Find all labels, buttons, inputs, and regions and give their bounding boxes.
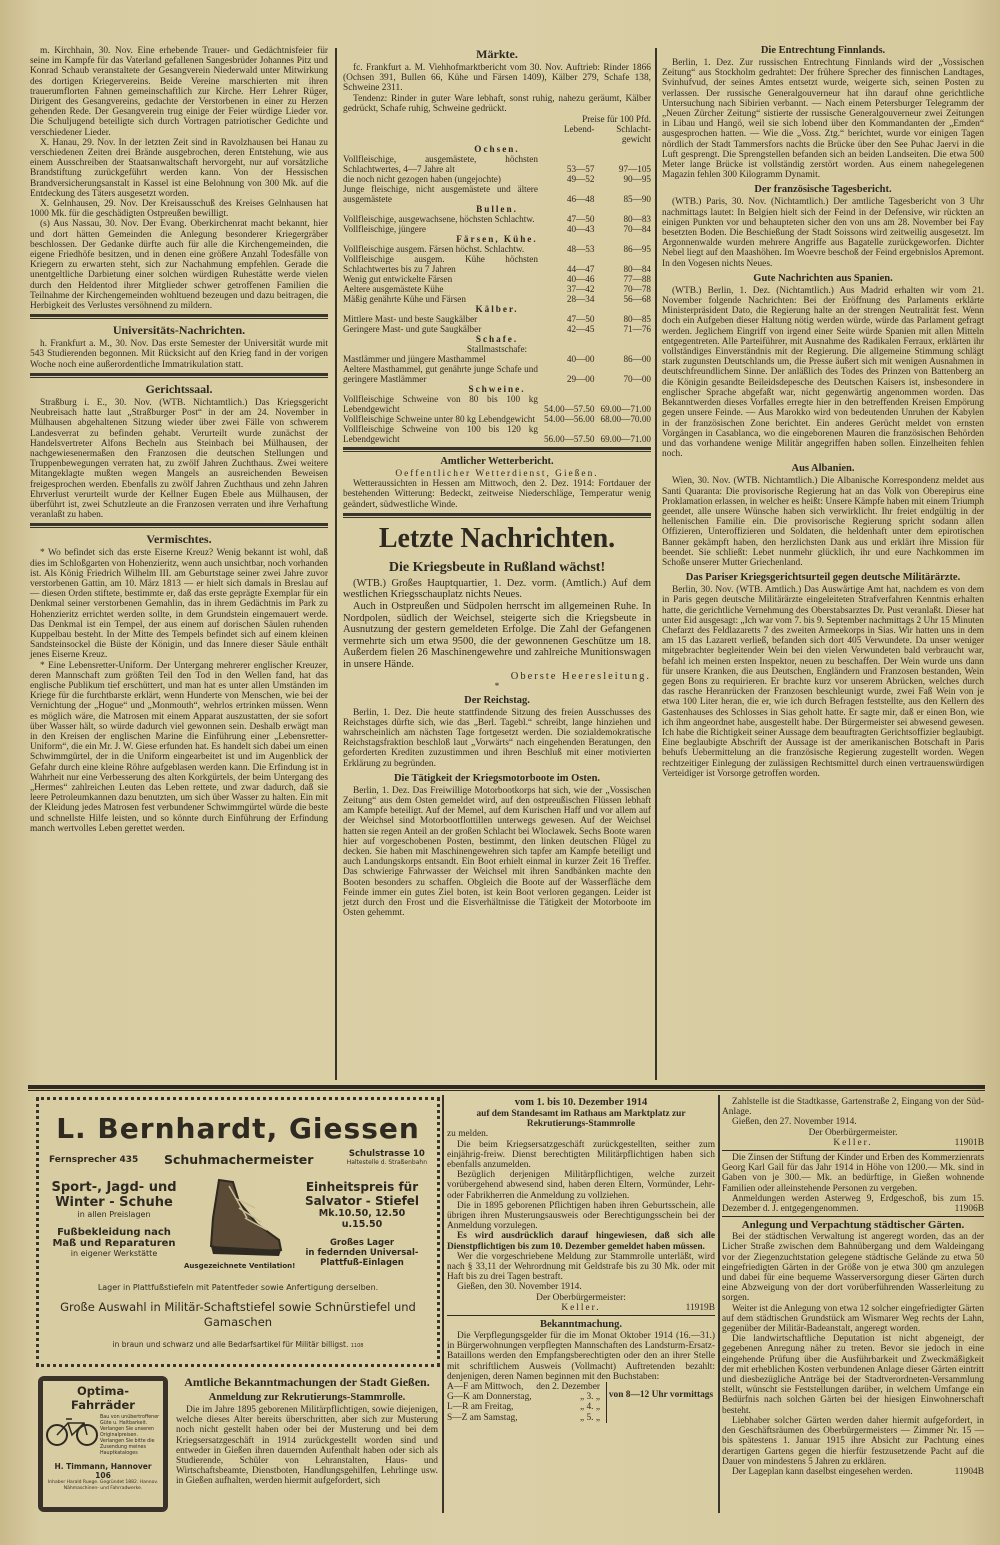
news-lead: (WTB.) Großes Hauptquartier, 1. Dez. vorm. (Amtlich.) Auf dem westlichen Kriegsschauplatz nichts Neues. — [343, 577, 651, 601]
ad-right4: Großes Lager — [329, 1238, 395, 1248]
market-label: Mittlere Mast- und beste Saugkälber — [343, 314, 478, 325]
market-live: 37—42 — [566, 284, 595, 295]
gardens-text-1: Bei der städtischen Verwaltung ist angeregt worden, das an der Licher Straße zwischen dem Bahnübergang und dem Waldeingang vor der Ziegenzuchtstation gelegene städtische Gelände zu etwa 50 eingefriedigten Gärten in der Größe von je etwa 300 qm anzulegen und dabei für eine bequeme Wasserversorgung dieser Gärten durch eine Abzweigung von der dort vorüberführenden Wasserleitung zu sorgen. — [722, 1232, 984, 1304]
market-label: Vollfleischige ausgem. Färsen höchst. Schlachtw. — [343, 244, 525, 255]
market-live: 49—52 — [566, 174, 595, 185]
gardens-text-5: Der Lageplan kann daselbst eingesehen werden. — [732, 1466, 913, 1477]
column-rule — [335, 48, 337, 1080]
market-live: 40—46 — [566, 274, 595, 285]
article-reichstag: Berlin, 1. Dez. Die heute stattfindende Sitzung des freien Ausschusses des Reichstages dürfte sich, wie das „Berl. Tagebl.“ schreibt, lange hinziehen und wahrscheinlich am nächsten Tage fortgesetzt werden. Die sozialdemokratische Reichstagsfraktion beschloß laut „Vorwärts“ nach eingehenden Beratungen, den geforderten Krediten zuzustimmen und ihren Beschluß mit einer motivierten Erklärung zu begründen. — [343, 707, 651, 769]
market-row — [343, 364, 651, 384]
market-category: Schweine. — [468, 384, 526, 395]
column-rule — [442, 1095, 444, 1513]
price-header: Preise für 100 Pfd. — [582, 114, 651, 125]
registration-text-7: Wer die vorgeschriebene Meldung zur Stammrolle unterläßt, wird nach § 33,11 der Wehrordnung mit Geldstrafe bis zu 30 Mk. oder mit Haft bis zu drei Tagen bestraft. — [447, 1251, 715, 1283]
registration-dates: vom 1. bis 10. Dezember 1914 — [514, 1097, 648, 1108]
gardens-title: Anlegung und Verpachtung städtischer Gärten. — [741, 1219, 965, 1232]
market-live: 47—50 — [566, 214, 595, 225]
market-row — [343, 314, 651, 324]
article-motorboote: Berlin, 1. Dez. Das Freiwillige Motorbootkorps hat sich, wie der „Vossischen Zeitung“ aus dem Osten gemeldet wird, auf den ostpreußischen Flüssen lebhaft am Kampfe beteiligt. Auf der Memel, auf dem Kurischen Haff und vor allem auf der Weichsel sind Motorbootflottillen unterwegs gewesen. Auf der Weichsel hatten sie regen Anteil an der großen Schlacht bei Wloclawek. Sechs Boote waren hier auf vorgeschobenen Posten, bestimmt, den linken deutschen Flügel zu decken. Sie haben mit Maschinengewehren sich tapfer am Kampfe beteiligt und auch Landungskorps entsandt. Ein Boot erhielt einmal in kurzer Zeit 16 Treffer. Das schwierige Fahrwasser der Weichsel mit ihren Sandbänken machte den Booten besonders zu schaffen. Obgleich die Boote auf der Wasserfläche dem Feinde immer ein gutes Ziel boten, ist kein Boot verloren gegangen. Leider ist jetzt durch den Frost und die Eisverhältnisse die Tätigkeit der Motorboote im Osten gehemmt. — [343, 785, 651, 919]
ad-boot-caption: Ausgezeichnete Ventilation! — [184, 1262, 296, 1270]
market-row — [343, 224, 651, 234]
schedule-letters: A—F am Mittwoch, — [447, 1382, 524, 1393]
col-weight: gewicht — [621, 134, 651, 145]
payment-sign-row — [722, 1138, 984, 1148]
market-label: Vollfleischige, ausgewachsene, höchsten Schlachtw. — [343, 214, 535, 225]
schedule-row — [447, 1392, 606, 1402]
market-row — [343, 394, 651, 414]
ad-prices: Mk.10.50, 12.50 u.15.50 — [318, 1208, 406, 1230]
gardens-text-3: Die landwirtschaftliche Deputation ist nicht abgeneigt, der gegebenen Anregung näher zu treten. Bevor sie jedoch in eine eingehende Prüfung über die Ausführbarkeit und Zweckmäßigkeit der mit erheblichen Kosten verbundenen Anlage dieser Gärten eintritt und diesbezügliche Anträge bei der Stadtverordneten-Versammlung stellt, wünscht sie Feststellungen darüber, in welchem Umfange ein Bedürfnis nach solchen Gärten bei der hiesigen Einwohnerschaft besteht. — [722, 1334, 984, 1416]
registration-title: Anmeldung zur Rekrutierungs-Stammrolle. — [208, 1392, 406, 1403]
registration-date: Gießen, den 30. November 1914. — [457, 1282, 582, 1293]
ad-optima-dealer: H. Timmann, Hannover 106 — [54, 1462, 152, 1480]
market-live: 48—53 — [566, 244, 595, 255]
market-row — [343, 154, 651, 174]
market-category: Kälber. — [475, 304, 519, 315]
ad-line2: Große Auswahl in Militär-Schaftstiefel sowie Schnürstiefel und Gamaschen — [60, 1300, 416, 1329]
market-slaughter: 77—88 — [623, 274, 651, 285]
divider — [343, 447, 651, 452]
market-row — [343, 324, 651, 334]
market-category: Ochsen. — [474, 144, 520, 155]
market-slaughter: 70—84 — [623, 224, 651, 235]
market-row — [343, 384, 651, 394]
market-row — [343, 294, 651, 304]
market-label: Vollfleischige Schweine von 100 bis 120 kg Lebendgewicht — [343, 424, 538, 445]
market-row — [343, 174, 651, 184]
ad-left2: Winter - Schuhe — [55, 1195, 173, 1210]
column-rule — [655, 48, 657, 1080]
registration-text-3: Die beim Kriegsersatzgeschäft zurückgestellten, seither zum einjährig-freiw. Dienst berechtigten Militärpflichtigen haben sich ebenfalls anzumelden. — [447, 1139, 715, 1171]
section-title-motorboote: Die Tätigkeit der Kriegsmotorboote im Osten. — [393, 772, 601, 784]
ad-line1: Lager in Plattfußstiefeln mit Patentfeder sowie Anfertigung derselben. — [97, 1283, 379, 1292]
notices-column-2 — [447, 1097, 715, 1423]
ad-left3: in allen Preislagen — [77, 1210, 151, 1219]
schedule-row — [447, 1382, 606, 1392]
article-finnland: Berlin, 1. Dez. Zur russischen Entrechtung Finnlands wird der „Vossischen Zeitung“ aus Stockholm gedrahtet: Der frühere Sprecher des finnischen Landtages, Svinhufvud, der seines Amtes entsetzt wurde, weigerte sich, seinen Posten zu verlassen. Der russische Generalgouverneur hat ihn darauf ohne gerichtliche Untersuchung nach Sibirien verbannt. — Nach einem Petersburger Telegramm der „Neuen Zürcher Zeitung“ sistierte der russische Generalgouverneur zwei Zeitungen in Libau und Hangö, weil sie sich lobend über den Kommandanten der „Emden“ ausgesprochen hatten. — Wie die „Voss. Ztg.“ berichtet, wurde vor einigen Tagen nördlich der Stadt Tammersfors nachts die Brücke über den See Puhac Jaervi in die Luft gesprengt. Die Sprengstellen befanden sich an beiden Landseiten. Die etwa 500 Meter lange Brücke ist vollständig zerstört worden. Aus einem nahegelegenen Magazin fehlen 300 Kilogramm Dynamit. — [662, 58, 984, 181]
article-gerichtssaal: Straßburg i. E., 30. Nov. (WTB. Nichtamtlich.) Das Kriegsgericht Neubreisach hatte laut „Straßburger Post“ in der am 24. November in Mülhausen abgehaltenen Sitzung wieder über zwei Fälle von schwerem Landesverrat zu befinden gehabt. Verurteilt wurde zunächst der Handelsvertreter Alfons Becheln aus Steinbach bei Mülhausen, der nachgewiesenermaßen den Franzosen die deutschen Stellungen und Truppenbewegungen verraten hat, zu zwölf Jahren Zuchthaus. Zwei weitere Mitangeklagte mußten wegen Mangels an ausreichenden Beweisen freigesprochen werden. Ebenfalls zu zwölf Jahren Zuchthaus und zehn Jahren Ehrverlust verurteilt wurde der Kellner Eugen Ebele aus Mülhausen, der überführt ist, zwei Schutzleute an die Franzosen verraten und ihre Verhaftung veranlaßt zu haben. — [30, 397, 328, 521]
market-live: 56.00—57.50 — [543, 434, 595, 445]
article-hanau: X. Hanau, 29. Nov. In der letzten Zeit sind in Ravolzhausen bei Hanau zu verschiedenen Zeiten drei Brände ausgebrochen, deren Entstehung, wie aus einem Ausschreiben der Staatsanwaltschaft hervorgeht, nur auf vorsätzliche Brandstiftung zurückgeführt werden kann. Von der Hessischen Brandversicherungsanstalt in Kassel ist eine Belohnung von 300 Mk. auf die Entdeckung des Täters ausgesetzt worden. — [30, 137, 328, 199]
payment-date: Gießen, den 27. November 1914. — [732, 1117, 857, 1128]
ad-right1: Einheitspreis für — [305, 1180, 419, 1194]
market-subcategory: Stallmastschafe: — [466, 344, 528, 355]
article-franzoesisch: (WTB.) Paris, 30. Nov. (Nichtamtlich.) Der amtliche Tagesbericht von 3 Uhr nachmittags lautet: In Belgien hielt sich der Feind in der Defensive, wir rückten an einigen Punkten vor und behaupteten sicher den von uns am 28. November bei Fay besetzten Boden. Die Beschießung der Stadt Soissons wird zeitweilig ausgesetzt. Im Argonnenwalde wurden mehrere Angriffe aus Bagatelle zurückgeworfen. Dichter Nebel liegt auf den Maashöhen. Im Woevre beschoß der Feind ergebnislos Apremont. In den Vogesen nichts Neues. — [662, 197, 984, 269]
registration-text-1: Die im Jahre 1895 geborenen Militärpflichtigen, sowie diejenigen, welche dieses Alter bereits überschritten, aber sich zur Musterung noch nicht gestellt haben oder bei der Musterung und bei dem Kriegsersatzgeschäft in 1914 zurückgestellt worden sind und entweder in Gießen ihren dauernden Aufenthalt haben oder sich als Studierende, Schüler von Lehranstalten, Haus- und Wirtschaftsbeamte, Dienstboten, Handlungsgehilfen, Lehrlinge usw. in Gießen aufhalten, werden hiermit aufgefordert, sich — [176, 1405, 438, 1487]
market-label: Mäßig genährte Kühe und Färsen — [343, 294, 466, 305]
market-live: 28—34 — [566, 294, 595, 305]
market-category: Schafe. — [475, 334, 519, 345]
section-title-spanien: Gute Nachrichten aus Spanien. — [753, 272, 893, 284]
bicycle-icon — [46, 1415, 98, 1447]
market-row — [343, 244, 651, 254]
market-slaughter: 56—68 — [623, 294, 651, 305]
section-title-gerichtssaal: Gerichtssaal. — [145, 381, 213, 396]
market-live: 40—43 — [566, 224, 595, 235]
market-live: 54.00—56.00 — [543, 414, 595, 425]
article-spanien: (WTB.) Berlin, 1. Dez. (Nichtamtlich.) Aus Madrid erhalten wir vom 21. November folgende Nachrichten: Bei der Eröffnung des Parlaments erklärte Ministerpräsident Dato, die Regierung halte an der strengen Neutralität fest. Wenn doch ein Aufgeben dieser Haltung nötig werden würde, würde das Parlament gefragt werden. Jeglichem Eingriff von irgend einer Seite würde Spanien mit allen Mitteln entgegentreten. Alle Parteiführer, mit Ausnahme des Radikalen Ferraux, erklärten ihr vollständiges Einverständnis mit der Regierung. Die allgemeine Stimmung schlägt stark zugunsten Deutschlands um, die Presse äußert sich mit wenigen Ausnahmen in deutschfreundlichem Sinne. Der anläßlich des Todes des Prinzen von Battenberg an die Königin gesandte Beileidsdepesche des Deutschen Kaisers ist, insbesondere in englischer Sprache abgefaßt war, nicht gegenwärtig angenommen worden. Das Bekanntwerden dieses Vorfalles erregte hier in den betreffenden Kreisen Empörung gegen unsere Feinde. — Aus Marokko wird von bedeutenden Unruhen der Kabylen in der französischen Zone berichtet. Ein anderes Gerücht meldet von ernsten Vorgängen in Casablanca, wo die eingeborenen Mauren die französischen Behörden und das vorhandene wenige Militär angegriffen haben sollen. Einzelheiten fehlen noch. — [662, 285, 984, 460]
market-slaughter: 68.00—70.00 — [600, 414, 651, 425]
ad-code: 1108 — [350, 1343, 364, 1349]
market-live: 44—47 — [566, 264, 595, 275]
article-albanien: Wien, 30. Nov. (WTB. Nichtamtlich.) Die Albanische Korrespondenz meldet aus Santi Quaranta: Die provisorische Regierung hat an das Volk von Oberepirus eine Proklamation erlassen, in welcher es heißt: Unsere Kämpfe haben mit einem Triumph geendet, alle unsere Wünsche haben sich verwirklicht. Ihr freiet endgültig in der hellenischen Familie ein. Die provisorische Regierung spricht sodann allen Offizieren, Unteroffizieren und Soldaten, die heldenhaft unter dem epirotischen Banner gekämpft haben, den herzlichsten Dank aus und erklärt ihre Mission für beendet. Sie schließt: Lebet nunmehr glücklich, ihr und eure Nachkommen im Schoße unserer Mutter Griechenland. — [662, 476, 984, 568]
ad-line3: in braun und schwarz und alle Bedarfsartikel für Militär billigst. — [112, 1340, 349, 1349]
gardens-code: 11904B — [954, 1466, 984, 1477]
notices-title: Amtliche Bekanntmachungen der Stadt Gießen. — [184, 1375, 430, 1389]
market-label: Vollfleischige ausgem. Kühe höchsten Schlachtwertes bis zu 7 Jahren — [343, 254, 538, 275]
payment-code: 11901B — [954, 1137, 984, 1148]
gail-registration: Anmeldungen werden Asterweg 9, Erdgeschoß, bis zum 15. Dezember d. J. entgegengenommen. — [722, 1193, 984, 1215]
bekanntmachung-title: Bekanntmachung. — [540, 1319, 622, 1331]
payment-hours: von 8—12 Uhr vormittags — [608, 1390, 714, 1401]
divider — [343, 513, 651, 518]
market-category: Bullen. — [476, 204, 518, 215]
headline-kriegsbeute: Die Kriegsbeute in Rußland wächst! — [388, 559, 606, 575]
right-column — [662, 44, 984, 779]
ad-optima — [38, 1376, 168, 1512]
ad-optima-name: Optima-Fahrräder — [71, 1384, 135, 1412]
article-universitaet: h. Frankfurt a. M., 30. Nov. Das erste Semester der Universität wurde mit 543 Studierenden begonnen. Mit Rücksicht auf den Krieg fand in der vorigen Woche noch eine außerordentliche Immatrikulation statt. — [30, 339, 328, 370]
market-label: die noch nicht gezogen haben (ungejochte) — [343, 174, 501, 185]
ad-address — [347, 1149, 427, 1166]
market-slaughter: 86—95 — [623, 244, 651, 255]
market-label: Aeltere ausgemästete Kühe — [343, 284, 444, 295]
market-price-table — [343, 114, 651, 444]
market-row — [343, 204, 651, 214]
divider — [30, 373, 328, 378]
market-live: 42—45 — [566, 324, 595, 335]
col-live: Lebend- — [563, 124, 595, 135]
market-live: 40—00 — [566, 354, 595, 365]
page-divider — [28, 1085, 985, 1091]
ad-left5: Maß und Reparaturen — [52, 1238, 176, 1249]
ad-left1: Sport-, Jagd- und — [51, 1180, 177, 1195]
market-row — [343, 304, 651, 314]
ad-left-block — [49, 1180, 179, 1258]
column-rule — [718, 1095, 720, 1513]
market-live: 54.00—57.50 — [543, 404, 595, 415]
market-row — [343, 144, 651, 154]
market-live: 53—57 — [566, 164, 595, 175]
market-slaughter: 69.00—71.00 — [600, 434, 651, 445]
schedule-date: „ 4. „ — [579, 1402, 600, 1413]
ad-phone: Fernsprecher 435 — [49, 1155, 139, 1165]
registration-text-2: zu melden. — [447, 1129, 489, 1140]
payment-location: Zahlstelle ist die Stadtkasse, Gartenstraße 2, Eingang von der Süd-Anlage. — [722, 1097, 984, 1118]
market-live: 46—48 — [566, 194, 595, 205]
schedule-letters: G—K am Donnerstag, — [447, 1392, 532, 1403]
market-slaughter: 69.00—71.00 — [600, 404, 651, 415]
registration-sign-row — [447, 1303, 715, 1313]
gardens-end-row — [722, 1467, 984, 1477]
schedule-letters: S—Z am Samstag, — [447, 1412, 518, 1423]
middle-column: Märkte. fc. Frankfurt a. M. Viehhofmarktbericht vom 30. Nov. Auftrieb: Rinder 1866 (Ochsen 391, Bullen 66, Kühe und Färsen 1409), Kälber 279, Schafe 138, Schweine 2311. Tendenz: Rinder in guter Ware lebhaft, sonst ruhig, nahezu geräumt, Kälber gedrückt, Schafe ruhig, Schweine gedrückt. Preise für 100 Pfd. Lebend- Schlacht- gewicht Ochsen. Vollfleischige, ausgemästete, höchsten Schlachtwertes, 4—7 Jahre alt 53—57 97—105 die noch nicht gezogen haben (ungejochte) 49—52 90—95 Junge fleischige, nicht ausgemästete und ältere ausgemästete 46—48 85—90 Bullen. Vollfleischige, ausgewachsene, höchsten Schlachtw. 47—50 80—83 Vollfleischige, jüngere 40—43 70—84 Färsen, Kühe. Vollfleischige ausgem. Färsen höchst. Schlachtw. 48—53 86—95 Vollfleischige ausgem. Kühe höchsten Schlachtwertes bis zu 7 Jahren 44—47 80—84 Wenig gut entwickelte Färsen 40—46 77—88 Aeltere ausgemästete Kühe 37—42 70—78 Mäßig genährte Kühe und Färsen 28—34 56—68 Kälber. Mittlere Mast- und beste Saugkälber 47—50 80—85 Geringere Mast- und gute Saugkälber 42—45 71—76 Schafe. Stallmastschafe: Mastlämmer und jüngere Masthammel 40—00 86—00 Aeltere Masthammel, gut genährte junge Schafe und geringere Mastlämmer 29—00 70—00 Schweine. Vollfleischige Schweine von 80 bis 100 kg Lebendgewicht 54.00—57.50 69.00—71.00 Vollfleischige Schweine unter 80 kg Lebendgewicht 54.00—56.00 68.00—70.00 Vollfleischige Schweine von 100 bis 120 kg Lebendgewicht 56.00—57.50 69.00—71.00 Amtlicher Wetterbericht. Oeffentlicher Wetterdienst, Gießen. Wetteraussichten in Hessen am Mittwoch, den 2. Dez. 1914: Fortdauer der bestehenden Witterung: Bedeckt, zeitweise Niederschläge, Temperatur wenig geändert, südwestliche Winde. Letzte Nachrichten. Die Kriegsbeute in Rußland wächst! (WTB.) Großes Hauptquartier, 1. Dez. vorm. (Amtlich.) Auf dem westlichen Kriegsschauplatz nichts Neues. Auch in Ostpreußen und Südpolen herrscht im allgemeinen Ruhe. In Nordpolen, südlich der Weichsel, steigerte sich die Kriegsbeute in Ausnutzung der gestern gemeldeten Erfolge. Die Zahl der Gefangenen vermehrte sich um etwa 9500, die der gewonnenen Geschütze um 18. Außerdem fielen 26 Maschinengewehre und zahlreiche Munitionswagen in unsere Hände. Oberste Heeresleitung. * Der Reichstag. Berlin, 1. Dez. Die heute stattfindende Sitzung des freien Ausschusses des Reichstages dürfte sich, wie das „Berl. Tagebl.“ schreibt, lange hinziehen und wahrscheinlich am nächsten Tage fortgesetzt werden. Die sozialdemokratische Reichstagsfraktion beschloß laut „Vorwärts“ nach eingehenden Beratungen, den geforderten Krediten zuzustimmen und ihren Beschluß mit einer motivierten Erklärung zu begründen. Die Tätigkeit der Kriegsmotorboote im Osten. Berlin, 1. Dez. Das Freiwillige Motorbootkorps hat sich, wie der „Vossischen Zeitung“ aus dem Osten gemeldet wird, auf den ostpreußischen Flüssen lebhaft am Kampfe beteiligt. Auf der Memel, auf dem Kurischen Haff und vor allem auf der Weichsel sind Motorbootflottillen unterwegs gewesen. Auf der Weichsel hatten sie regen Anteil an der großen Schlacht bei Wloclawek. Sechs Boote waren hier auf vorgeschobenen Posten, bestimmt, den linken deutschen Flügel zu decken. Sie haben mit Maschinengewehren sich tapfer am Kampfe beteiligt und auch Landungskorps entsandt. Ein Boot erhielt einmal in kurzer Zeit 16 Treffer. Das schwierige Fahrwasser der Weichsel mit ihren Sandbänken machte den Booten besonders zu schaffen. Obgleich die Boote auf der Wasserfläche dem Feinde immer ein gutes Ziel boten, ist kein Boot verloren gegangen. Leider ist jetzt durch den Frost und die Eisverhältnisse die Tätigkeit der Motorboote im Osten gehemmt. — [343, 47, 651, 919]
bekanntmachung-text: Die Verpflegungsgelder für die im Monat Oktober 1914 (16.—31.) in Bürgerwohnungen verpflegten Mannschaften des Landsturm-Ersatz-Bataillons werden den Empfangsberechtigten oder den an ihrer Stelle mit schriftlichem Ausweis (Vollmacht) Auftretenden bezahlt: denjenigen, deren Namen beginnen mit den Buchstaben: — [447, 1331, 715, 1382]
divider — [30, 523, 328, 528]
gail-foundation-text: Die Zinsen der Stiftung der Kinder und Erben des Kommerzienrats Georg Karl Gail für das Jahr 1914 in Höhe von 1200.— Mk. sind in Gaben von je 300.— Mk. an bedürftige, in Gießen wohnende Familien oder alleinstehende Personen zu vergeben. — [722, 1153, 984, 1194]
ad-bernhardt-name: L. Bernhardt, Giessen — [56, 1112, 420, 1145]
gardens-text-2: Weiter ist die Anlegung von etwa 12 solcher eingefriedigter Gärten auf dem städtischen Grundstück am Wismarer Weg rechts der Lahn, gegenüber der Militär-Badeanstalt, angeregt worden. — [722, 1303, 984, 1335]
payment-mayor-name: Keller. — [833, 1137, 873, 1148]
ad-right6: Plattfuß-Einlagen — [320, 1258, 404, 1268]
section-title-maerkte: Märkte. — [476, 47, 518, 61]
market-slaughter: 85—90 — [623, 194, 651, 205]
market-slaughter: 80—83 — [623, 214, 651, 225]
market-row — [343, 334, 651, 344]
ad-optima-text: Bau von unübertroffener Güte u. Haltbarkeit. Verlangen Sie unseren Originalpreisen. Verlangen Sie bitte die Zusendung meines Hauptkataloges — [100, 1415, 160, 1456]
news-body: Auch in Ostpreußen und Südpolen herrscht im allgemeinen Ruhe. In Nordpolen, südlich der Weichsel, steigerte sich die Kriegsbeute in Ausnutzung der gestern gemeldeten Erfolge. Die Zahl der Gefangenen vermehrte sich um etwa 9500, die der gewonnenen Geschütze um 18. Außerdem fielen 26 Maschinengewehre und zahlreiche Munitionswagen in unsere Hände. — [343, 601, 651, 670]
market-slaughter: 97—105 — [618, 164, 651, 175]
market-row — [343, 254, 651, 274]
section-title-finnland: Die Entrechtung Finnlands. — [760, 45, 886, 56]
ad-trade: Schuhmachermeister — [164, 1152, 314, 1167]
ad-right2: Salvator - Stiefel — [304, 1194, 420, 1208]
notices-column-3 — [722, 1097, 984, 1477]
section-title-reichstag: Der Reichstag. — [464, 694, 530, 706]
weather-title: Amtlicher Wetterbericht. — [440, 456, 554, 468]
section-title-albanien: Aus Albanien. — [791, 463, 855, 475]
registration-text-4: Bezüglich derjenigen Militärpflichtigen, welche zurzeit vorübergehend abwesend sind, haben deren Eltern, Vormünder, Lehr- oder Fabrikherren die Anmeldung zu vollziehen. — [447, 1170, 715, 1201]
market-category: Färsen, Kühe. — [456, 234, 538, 245]
section-title-vermischtes: Vermischtes. — [146, 532, 212, 547]
ad-left6: in eigener Werkstätte — [70, 1249, 158, 1258]
market-label: Vollfleischige Schweine unter 80 kg Lebendgewicht — [343, 414, 535, 425]
registration-mayor: Der Oberbürgermeister: — [536, 1292, 626, 1303]
market-label: Junge fleischige, nicht ausgemästete und ältere ausgemästete — [343, 184, 538, 205]
payment-schedule — [447, 1382, 715, 1423]
market-row — [343, 354, 651, 364]
market-row — [343, 184, 651, 204]
registration-mayor-name: Keller. — [561, 1302, 601, 1313]
payment-mayor: Der Oberbürgermeister. — [808, 1127, 898, 1138]
market-slaughter: 80—84 — [623, 264, 651, 275]
schedule-date: „ 5. „ — [579, 1412, 600, 1423]
market-row — [343, 274, 651, 284]
schedule-date: den 2. Dezember — [536, 1382, 600, 1393]
ad-right-block — [297, 1180, 427, 1268]
ad-bernhardt — [36, 1097, 440, 1367]
ad-address-street: Schulstrasse 10 — [348, 1149, 425, 1159]
registration-text-6: Es wird ausdrücklich darauf hingewiesen, daß sich alle Dienstpflichtigen bis zum 10. Dezember gemeldet haben müssen. — [447, 1231, 715, 1252]
schedule-date: „ 3. „ — [579, 1392, 600, 1403]
market-label: Vollfleischige, ausgemästete, höchsten Schlachtwertes, 4—7 Jahre alt — [343, 154, 538, 175]
market-row — [343, 214, 651, 224]
article-nassau: (s) Aus Nassau, 30. Nov. Der Evang. Oberkirchenrat macht bekannt, hier und dort hätten Gemeinden die Anlegung besonderer Kriegergräber beschlossen. Der Gedanke dürfte auch für alle die Kirchengemeinden, die eigene Friedhöfe besitzen, und in denen eine größere Anzahl Todesfälle von Kriegern zu erwarten steht, sich zur Nachahmung empfehlen. Gerade die unentgeltliche Darbietung einer solchen würdigen Ruhestätte werde vielen durch den Heldentod ihrer Mitglieder schwer getroffenen Familien die Teilnahme der Kirchengemeinden wohltuend bezeugen und dazu beitragen, die Herbigkeit des Verlustes versöhnend zu mildern. — [30, 219, 328, 312]
article-militaeraerzte: Berlin, 30. Nov. (WTB. Amtlich.) Das Auswärtige Amt hat, nachdem es von dem in Paris gegen deutsche Militärärzte eingeleiteten Strafverfahren Kenntnis erhalten hatte, die gerichtliche Vernehmung des Oberstabsarztes Dr. Pust veranlaßt. Dieser hat unter Eid ausgesagt: „Ich war vom 7. bis 9. September nachmittags 2 Uhr 15 Minuten Chefarzt des Feldlazaretts 7 des zweiten Armeekorps in Sias. Wir hatten uns in dem am 15 das Lazarett verließ, befanden sich dort 405 Verwundete. Da unser weniger mitgebrachter begleitender Wein bei den vielen Verwundeten bald verbraucht war, befahl ich meinen ersten Inspektor, neuen zu beschaffen. Der Wein wurde uns dann für unsere Kranken, die aus Deutschen, Engländern und Franzosen bestanden, Wein gegen Bons zu requirieren. Er brachte kurz vor unserem Abrücken, welches durch das rasche Heranrücken der Franzosen beschleunigt wurde, zwei Faß Wein von je etwa 100 Liter heran, die er, wie ich durch Befragen feststellte, aus den Kellern des Gastenhauses des Schlosses in Sias geholt hatte. Er sagte mir, daß er einen Bon, wie ich ihm angeordnet habe, ausgestellt habe. Der Bürgermeister sei abwesend gewesen. Ich habe die Richtigkeit seiner Aussage dem beauftragten Gerichtsoffizier beglaubigt. Eine beglaubigte Abschrift der Aussage ist der amerikanischen Botschaft in Paris behufs Uebermittelung an die französische Regierung zugestellt worden. Wegen rechtzeitiger Einlegung der zulässigen Rechtsmittel durch einen vertrauenswürdigen Verteidiger ist Vorsorge getroffen worden. — [662, 585, 984, 779]
section-title-militaeraerzte: Das Pariser Kriegsgerichtsurteil gegen deutsche Militärärzte. — [685, 572, 961, 584]
market-row — [343, 414, 651, 424]
article-gelnhausen: X. Gelnhausen, 29. Nov. Der Kreisausschuß des Kreises Gelnhausen hat 1000 Mk. für die geschädigten Ostpreußen bewilligt. — [30, 199, 328, 220]
market-row — [343, 424, 651, 444]
market-label: Vollfleischige, jüngere — [343, 224, 427, 235]
article-kirchhain: m. Kirchhain, 30. Nov. Eine erhebende Trauer- und Gedächtnisfeier für seine im Kampfe für das Vaterland gefallenen Sangesbrüder Johannes Pitz und Konrad Schaub veranstaltete der Gesangverein Niederwald unter Mitwirkung des dortigen Kriegervereins. Beide Vereine marschierten mit ihren trauerumflorten Fahnen gemeinschaftlich zur Kirche. Herr Lehrer Rüger, Dirigent des Gesangvereins, gedachte der Verstorbenen in einer zu Herzen gehenden Rede. Der Gesangverein trug einige der Feier würdige Lieder vor. Die Schuljugend beteiligte sich durch Vortragen patriotischer Gedichte und verschiedener Lieder. — [30, 46, 328, 138]
section-title-franzoesisch: Der französische Tagesbericht. — [754, 184, 892, 196]
boot-illustration-icon — [199, 1178, 289, 1260]
schedule-row — [447, 1413, 606, 1423]
section-title-universitaet: Universitäts-Nachrichten. — [112, 323, 246, 338]
market-slaughter: 90—95 — [623, 174, 651, 185]
article-lebensretter-uniform: * Eine Lebensretter-Uniform. Der Untergang mehrerer englischer Kreuzer, deren Mannschaft zum größten Teil den Tod in den Wellen fand, hat das englische Publikum tief erschüttert, und man hat es unter allen Umständen im Kriege für die furchtbarste erklärt, wenn Hunderte von Menschen, wie bei der Vernichtung der „Hogue“ und „Monmouth“, wehrlos ertrinken müssen. Wenn es möglich wäre, die Matrosen mit einem Apparat auszustatten, der sie sofort über Wasser hält, so würde dadurch viel gewonnen sein. Deshalb erwägt man in den Kreisen der englischen Marine die Einführung einer „Lebensretter-Uniform“, die ein Mr. J. W. Giese erfunden hat. Es handelt sich dabei um einen Schwimmgürtel, der in die Uniform eingearbeitet ist und im Augenblick der Gefahr durch eine kleine Röhre aufgeblasen werden kann. Die Erfindung ist in Wahrheit nur eine Verbesserung des alten Korkgürtels, der beim Untergang des „Hermes“ zahlreichen Leuten das Leben rettete, und zwar dadurch, daß sie leere Petroleumkannen dazu benutzten, um sich über Wasser zu halten. Ein mit der Kleidung jedes Matrosen fest verbundener Schwimmgürtel würde die beste und schnellste Hilfe leisten, und so könnte durch Einführung der Erfindung manch wertvolles Leben gerettet werden. — [30, 660, 328, 834]
gardens-text-4: Liebhaber solcher Gärten werden daher hiermit aufgefordert, in den Geschäftsräumen des Oberbürgermeisters — Zimmer Nr. 15 — bis spätestens 1. Januar 1915 ihre Absicht zur Pachtung eines derartigen Gartens gegen die hierfür festzusetzende Pacht auf die Dauer von mindestens 5 Jahren zu erklären. — [722, 1415, 984, 1467]
market-intro: fc. Frankfurt a. M. Viehhofmarktbericht vom 30. Nov. Auftrieb: Rinder 1866 (Ochsen 391, Bullen 66, Kühe und Färsen 1409), Kälber 279, Schafe 138, Schweine 2311. — [343, 63, 651, 94]
ad-address-stop: Haltestelle d. Straßenbahn — [346, 1159, 427, 1166]
col-slaughter: Schlacht- — [616, 124, 651, 135]
market-label: Mastlämmer und jüngere Masthammel — [343, 354, 486, 365]
market-label: Aeltere Masthammel, gut genährte junge Schafe und geringere Mastlämmer — [343, 364, 538, 385]
weather-source: Oeffentlicher Wetterdienst, Gießen. — [395, 469, 599, 480]
ad-line3-wrap — [39, 1340, 437, 1349]
market-label: Geringere Mast- und gute Saugkälber — [343, 324, 482, 335]
schedule-letters: L—R am Freitag, — [447, 1402, 514, 1413]
market-row — [343, 344, 651, 354]
market-live: 47—50 — [566, 314, 595, 325]
market-slaughter: 86—00 — [623, 354, 651, 365]
market-tendency: Tendenz: Rinder in guter Ware lebhaft, sonst ruhig, nahezu geräumt, Kälber gedrückt, Schafe ruhig, Schweine gedrückt. — [343, 93, 651, 114]
ad-optima-small: Inhaber Harald Ruege. Gegründet 1882. Hannov. Nähmaschinen- und Fahrradwerke. — [47, 1480, 159, 1491]
news-signature: Oberste Heeresleitung. — [510, 670, 651, 682]
market-label: Wenig gut entwickelte Färsen — [343, 274, 453, 285]
article-eisernes-kreuz: * Wo befindet sich das erste Eiserne Kreuz? Wenig bekannt ist wohl, daß dies im Schloßgarten von Hohenzieritz, wenn auch unsichtbar, noch vorhanden ist. Als König Friedrich Wilhelm III. am Geburtstage seiner zwei Jahre zuvor verstorbenen Gattin, am 10. März 1813 — er hielt sich damals in Breslau auf — diesen Orden stiftete, bestimmte er, daß das erste geprägte Exemplar für ein Denkmal seiner verstorbenen Gemahlin, das in ihrem Gedächtnis im Park zu Hohenzieritz errichtet werden sollte, in dem Grundstein eingemauert werde. Das Denkmal ist ein Tempel, der aus einem auf dorischen Säulen ruhenden Kuppelbau besteht. In der Mitte des Tempels befindet sich auf einem kleinen Sandsteinsockel die Büste der Königin, und das Innere dieser Säule enthält jenes Eiserne Kreuz. — [30, 548, 328, 661]
market-row — [343, 234, 651, 244]
market-row — [343, 284, 651, 294]
letzte-nachrichten-title: Letzte Nachrichten. — [378, 522, 616, 554]
weather-text: Wetteraussichten in Hessen am Mittwoch, den 2. Dez. 1914: Fortdauer der bestehenden Witterung: Bedeckt, zeitweise Niederschläge, Temperatur wenig geändert, südwestliche Winde. — [343, 479, 651, 510]
market-label: Vollfleischige Schweine von 80 bis 100 kg Lebendgewicht — [343, 394, 538, 415]
registration-code: 11919B — [685, 1302, 715, 1313]
market-live: 29—00 — [566, 374, 595, 385]
market-slaughter: 80—85 — [623, 314, 651, 325]
left-column — [30, 46, 328, 834]
schedule-row — [447, 1402, 606, 1412]
market-slaughter: 70—78 — [623, 284, 651, 295]
market-slaughter: 71—76 — [623, 324, 651, 335]
registration-place: auf dem Standesamt im Rathaus am Marktplatz zur Rekrutierungs-Stammrolle — [476, 1109, 686, 1130]
ad-left4: Fußbekleidung nach — [57, 1227, 171, 1238]
market-slaughter: 70—00 — [623, 374, 651, 385]
divider — [30, 314, 328, 319]
notices-column-1 — [176, 1374, 438, 1487]
gail-row — [722, 1194, 984, 1214]
ad-right5: in federnden Universal- — [305, 1248, 419, 1258]
gail-code: 11906B — [954, 1204, 984, 1215]
registration-text-5: Die in 1895 geborenen Pflichtigen haben ihren Geburtsschein, alle übrigen ihren Musterungsausweis oder Berechtigungsschein bei der Anmeldung vorzulegen. — [447, 1200, 715, 1232]
